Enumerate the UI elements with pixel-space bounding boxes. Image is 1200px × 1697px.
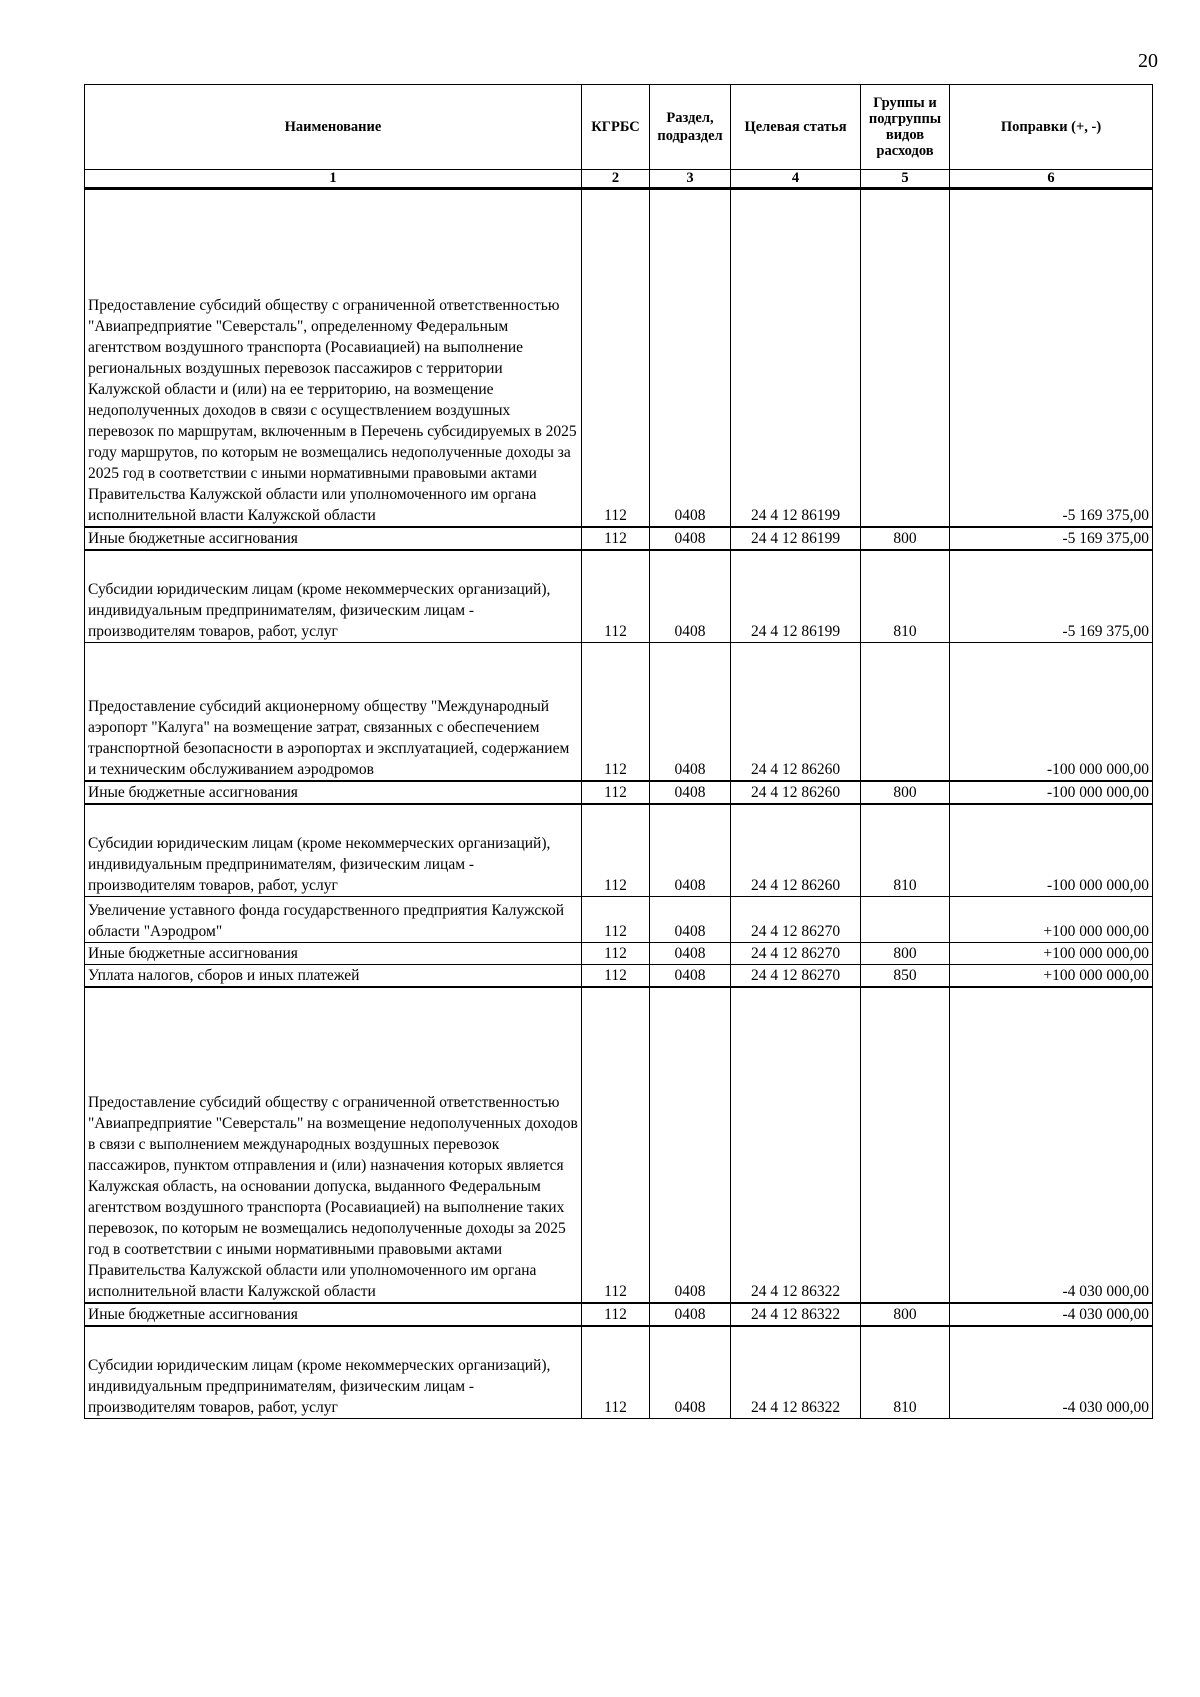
row-kgrbs: 112 bbox=[582, 1303, 650, 1326]
column-number: 2 bbox=[582, 170, 650, 189]
row-name: Иные бюджетные ассигнования bbox=[85, 527, 582, 550]
row-name: Уплата налогов, сборов и иных платежей bbox=[85, 965, 582, 988]
table-row bbox=[85, 987, 1153, 1303]
table-row bbox=[85, 965, 1153, 988]
header-row bbox=[85, 85, 1153, 170]
header-groups: Группы и подгруппы видов расходов bbox=[861, 85, 950, 170]
column-number-row bbox=[85, 170, 1153, 189]
row-name: Предоставление субсидий акционерному обществу "Международный аэропорт "Калуга" на возмещение затрат, связанных с обеспечением транспортной безопасности в аэропортах и эксплуатацией, содержанием и техническим обслуживанием аэродромов bbox=[85, 643, 582, 781]
table-row bbox=[85, 189, 1153, 527]
row-name: Увеличение уставного фонда государственного предприятия Калужской области "Аэродром" bbox=[85, 897, 582, 943]
row-group: 800 bbox=[861, 781, 950, 804]
table-row bbox=[85, 1303, 1153, 1326]
header-name: Наименование bbox=[85, 85, 582, 170]
row-target: 24 4 12 86270 bbox=[731, 943, 861, 965]
row-name: Предоставление субсидий обществу с ограниченной ответственностью "Авиапредприятие "Северсталь" на возмещение недополученных доходов в связи с выполнением международных воздушных перевозок пассажиров, пунктом отправления и (или) назначения которых является Калужская область, на основании допуска, выданного Федеральным агентством воздушного транспорта (Росавиацией) на выполнение таких перевозок, по которым не возмещались недополученные доходы за 2025 год в соответствии с иными нормативными правовыми актами Правительства Калужской области или уполномоченного им органа исполнительной власти Калужской области bbox=[85, 987, 582, 1303]
row-target: 24 4 12 86260 bbox=[731, 781, 861, 804]
table-row bbox=[85, 527, 1153, 550]
row-group: 810 bbox=[861, 1326, 950, 1418]
column-number: 4 bbox=[731, 170, 861, 189]
row-amount: -4 030 000,00 bbox=[950, 1303, 1153, 1326]
row-target: 24 4 12 86260 bbox=[731, 643, 861, 781]
row-kgrbs: 112 bbox=[582, 527, 650, 550]
table-row bbox=[85, 1326, 1153, 1418]
row-section: 0408 bbox=[650, 643, 731, 781]
row-name: Предоставление субсидий обществу с ограниченной ответственностью "Авиапредприятие "Северсталь", определенному Федеральным агентством воздушного транспорта (Росавиацией) на выполнение региональных воздушных перевозок пассажиров с территории Калужской области и (или) на ее территорию, на возмещение недополученных доходов в связи с осуществлением воздушных перевозок по маршрутам, включенным в Перечень субсидируемых в 2025 году маршрутов, по которым не возмещались недополученные доходы за 2025 год в соответствии с иными нормативными правовыми актами Правительства Калужской области или уполномоченного им органа исполнительной власти Калужской области bbox=[85, 189, 582, 527]
row-target: 24 4 12 86270 bbox=[731, 897, 861, 943]
header-amendments: Поправки (+, -) bbox=[950, 85, 1153, 170]
table-row bbox=[85, 781, 1153, 804]
table-row bbox=[85, 550, 1153, 643]
row-section: 0408 bbox=[650, 781, 731, 804]
row-section: 0408 bbox=[650, 189, 731, 527]
column-number: 5 bbox=[861, 170, 950, 189]
row-name: Иные бюджетные ассигнования bbox=[85, 943, 582, 965]
row-section: 0408 bbox=[650, 943, 731, 965]
row-group: 810 bbox=[861, 550, 950, 643]
row-group: 800 bbox=[861, 1303, 950, 1326]
column-number: 3 bbox=[650, 170, 731, 189]
row-amount: -4 030 000,00 bbox=[950, 987, 1153, 1303]
row-section: 0408 bbox=[650, 897, 731, 943]
row-amount: -5 169 375,00 bbox=[950, 189, 1153, 527]
row-kgrbs: 112 bbox=[582, 1326, 650, 1418]
row-amount: +100 000 000,00 bbox=[950, 897, 1153, 943]
row-group: 800 bbox=[861, 943, 950, 965]
row-section: 0408 bbox=[650, 527, 731, 550]
row-target: 24 4 12 86322 bbox=[731, 1326, 861, 1418]
row-name: Субсидии юридическим лицам (кроме некоммерческих организаций), индивидуальным предпринимателям, физическим лицам - производителям товаров, работ, услуг bbox=[85, 1326, 582, 1418]
column-number: 6 bbox=[950, 170, 1153, 189]
row-target: 24 4 12 86270 bbox=[731, 965, 861, 988]
row-target: 24 4 12 86199 bbox=[731, 527, 861, 550]
row-group bbox=[861, 189, 950, 527]
row-kgrbs: 112 bbox=[582, 897, 650, 943]
row-section: 0408 bbox=[650, 550, 731, 643]
row-name: Иные бюджетные ассигнования bbox=[85, 1303, 582, 1326]
row-group: 800 bbox=[861, 527, 950, 550]
row-section: 0408 bbox=[650, 1303, 731, 1326]
row-target: 24 4 12 86199 bbox=[731, 189, 861, 527]
row-group bbox=[861, 643, 950, 781]
row-name: Иные бюджетные ассигнования bbox=[85, 781, 582, 804]
row-amount: +100 000 000,00 bbox=[950, 965, 1153, 988]
row-amount: -100 000 000,00 bbox=[950, 643, 1153, 781]
row-kgrbs: 112 bbox=[582, 965, 650, 988]
row-section: 0408 bbox=[650, 1326, 731, 1418]
row-amount: -100 000 000,00 bbox=[950, 781, 1153, 804]
column-number: 1 bbox=[85, 170, 582, 189]
row-name: Субсидии юридическим лицам (кроме некоммерческих организаций), индивидуальным предпринимателям, физическим лицам - производителям товаров, работ, услуг bbox=[85, 804, 582, 897]
row-target: 24 4 12 86322 bbox=[731, 987, 861, 1303]
header-kgrbs: КГРБС bbox=[582, 85, 650, 170]
row-kgrbs: 112 bbox=[582, 804, 650, 897]
row-amount: -4 030 000,00 bbox=[950, 1326, 1153, 1418]
row-group: 850 bbox=[861, 965, 950, 988]
row-kgrbs: 112 bbox=[582, 781, 650, 804]
row-kgrbs: 112 bbox=[582, 987, 650, 1303]
row-amount: -100 000 000,00 bbox=[950, 804, 1153, 897]
row-group: 810 bbox=[861, 804, 950, 897]
row-target: 24 4 12 86260 bbox=[731, 804, 861, 897]
row-target: 24 4 12 86322 bbox=[731, 1303, 861, 1326]
row-kgrbs: 112 bbox=[582, 943, 650, 965]
table-row bbox=[85, 897, 1153, 943]
row-section: 0408 bbox=[650, 804, 731, 897]
page-number: 20 bbox=[1138, 50, 1158, 72]
row-amount: -5 169 375,00 bbox=[950, 550, 1153, 643]
row-group bbox=[861, 987, 950, 1303]
table-row bbox=[85, 943, 1153, 965]
budget-amendments-table bbox=[84, 84, 1153, 1419]
row-kgrbs: 112 bbox=[582, 550, 650, 643]
row-group bbox=[861, 897, 950, 943]
row-section: 0408 bbox=[650, 987, 731, 1303]
row-target: 24 4 12 86199 bbox=[731, 550, 861, 643]
row-section: 0408 bbox=[650, 965, 731, 988]
header-target: Целевая статья bbox=[731, 85, 861, 170]
header-section: Раздел, подраздел bbox=[650, 85, 731, 170]
row-name: Субсидии юридическим лицам (кроме некоммерческих организаций), индивидуальным предпринимателям, физическим лицам - производителям товаров, работ, услуг bbox=[85, 550, 582, 643]
row-kgrbs: 112 bbox=[582, 189, 650, 527]
table-row bbox=[85, 804, 1153, 897]
row-amount: -5 169 375,00 bbox=[950, 527, 1153, 550]
table-row bbox=[85, 643, 1153, 781]
row-kgrbs: 112 bbox=[582, 643, 650, 781]
row-amount: +100 000 000,00 bbox=[950, 943, 1153, 965]
